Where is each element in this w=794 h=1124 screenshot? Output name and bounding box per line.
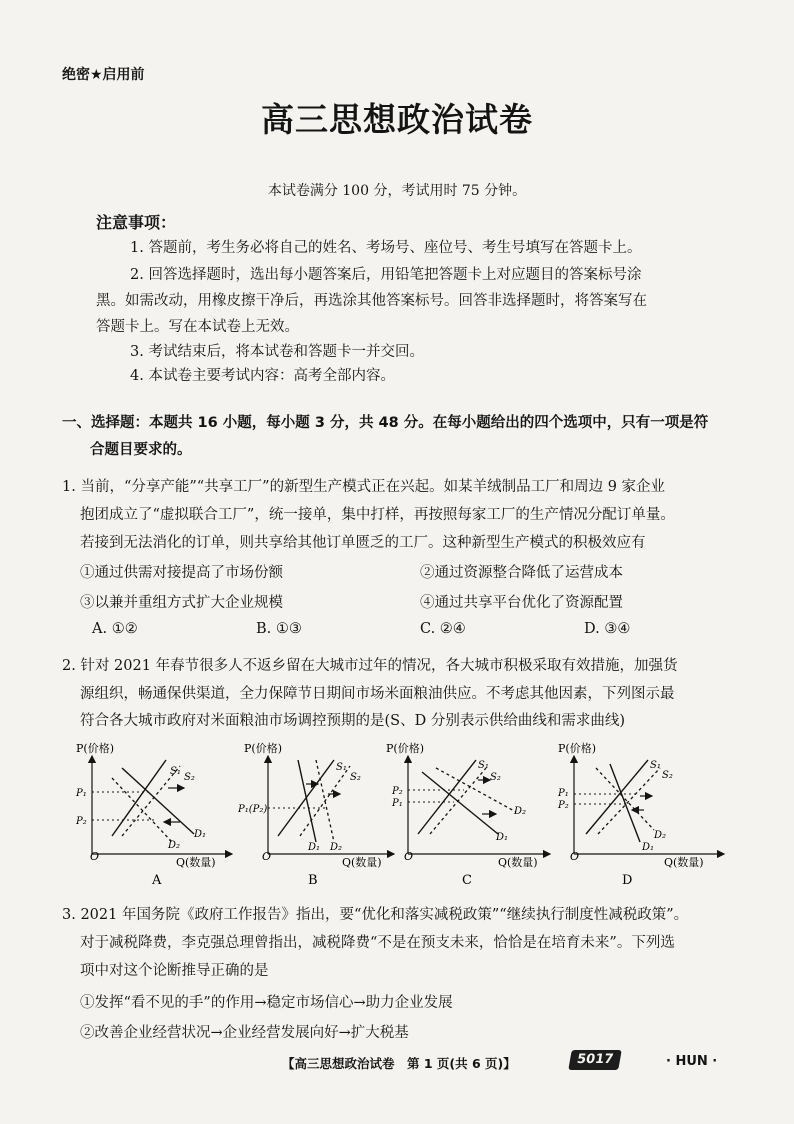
confidential-label: 绝密★启用前 (62, 67, 145, 83)
exam-code-badge: 5017 (568, 1050, 622, 1070)
q3-stem: 3. 2021 年国务院《政府工作报告》指出，要“优化和落实减税政策”“继续执行制度性减税政策”。 (62, 907, 689, 923)
price-label-lower: P₂ (558, 800, 569, 811)
x-axis-label: Q(数量) (664, 856, 704, 869)
q1-option-c: C. ②④ (420, 621, 466, 637)
price-label: P₁(P₂) (238, 804, 268, 815)
graph-b (238, 738, 398, 890)
section-heading-cont: 合题目要求的。 (90, 442, 192, 458)
graph-letter: D (622, 873, 633, 888)
graph-d (556, 738, 736, 890)
y-axis-label: P(价格) (244, 742, 282, 755)
origin-label: O (262, 850, 272, 863)
curve-s2: S₂ (490, 772, 501, 783)
page-title: 高三思想政治试卷 (261, 100, 533, 139)
graph-c (386, 738, 556, 890)
exam-info: 本试卷满分 100 分，考试用时 75 分钟。 (267, 183, 527, 199)
curve-d1: D₁ (496, 832, 509, 843)
curve-d2: D₂ (654, 830, 667, 841)
origin-label: O (90, 850, 100, 863)
x-axis-label: Q(数量) (176, 856, 216, 869)
notice-line: 3. 考试结束后，将本试卷和答题卡一并交回。 (130, 344, 424, 360)
notice-line: 4. 本试卷主要考试内容：高考全部内容。 (130, 368, 395, 384)
region-tag: · HUN · (666, 1054, 718, 1069)
q3-item-2: ②改善企业经营状况→企业经营发展向好→扩大税基 (80, 1025, 409, 1041)
curve-s1: S₁ (650, 760, 661, 771)
y-axis-label: P(价格) (386, 742, 424, 755)
q1-item-3: ③以兼并重组方式扩大企业规模 (80, 595, 283, 611)
q2-stem: 符合各大城市政府对米面粮油市场调控预期的是(S、D 分别表示供给曲线和需求曲线) (80, 713, 625, 729)
curve-s2: S₂ (662, 770, 673, 781)
curve-d1: D₁ (194, 829, 207, 840)
curve-s2: S₂ (184, 772, 195, 783)
graph-letter: B (308, 873, 318, 888)
page-footer: 【高三思想政治试卷 第 1 页(共 6 页)】 (282, 1056, 516, 1071)
price-label-upper: P₁ (76, 788, 87, 799)
curve-s1: S₁ (170, 766, 181, 777)
q1-option-d: D. ③④ (584, 621, 631, 637)
notice-line: 1. 答题前，考生务必将自己的姓名、考场号、座位号、考生号填写在答题卡上。 (130, 240, 642, 256)
notice-line: 2. 回答选择题时，选出每小题答案后，用铅笔把答题卡上对应题目的答案标号涂 (130, 267, 642, 283)
curve-d2: D₂ (330, 842, 343, 853)
q1-item-4: ④通过共享平台优化了资源配置 (420, 595, 623, 611)
price-label-upper: P₁ (558, 788, 569, 799)
notice-heading: 注意事项： (96, 213, 177, 232)
q1-item-2: ②通过资源整合降低了运营成本 (420, 565, 623, 581)
notice-line: 答题卡上。写在本试卷上无效。 (96, 319, 299, 335)
q1-stem: 若接到无法消化的订单，则共享给其他订单匮乏的工厂。这种新型生产模式的积极效应有 (80, 535, 646, 551)
price-label-lower: P₁ (392, 798, 403, 809)
q2-stem: 2. 针对 2021 年春节很多人不返乡留在大城市过年的情况，各大城市积极采取有效措施，加强货 (62, 658, 678, 674)
curve-d1: D₁ (308, 842, 321, 853)
price-label-lower: P₂ (76, 816, 87, 827)
q3-item-1: ①发挥“看不见的手”的作用→稳定市场信心→助力企业发展 (80, 995, 453, 1011)
x-axis-label: Q(数量) (498, 856, 538, 869)
q2-stem: 源组织，畅通保供渠道，全力保障节日期间市场米面粮油供应。不考虑其他因素，下列图示最 (80, 686, 675, 702)
graph-letter: C (462, 873, 472, 888)
q1-stem: 1. 当前，“分享产能”“共享工厂”的新型生产模式正在兴起。如某羊绒制品工厂和周边 9 家企业 (62, 479, 666, 495)
origin-label: O (570, 850, 580, 863)
graph-a (62, 738, 238, 890)
q1-option-a: A. ①② (92, 621, 138, 637)
curve-d1: D₁ (642, 842, 655, 853)
curve-d2: D₂ (168, 840, 181, 851)
graph-letter: A (152, 873, 162, 888)
section-heading: 一、选择题：本题共 16 小题，每小题 3 分，共 48 分。在每小题给出的四个选项中，只有一项是符 (62, 415, 709, 431)
notice-line: 黑。如需改动，用橡皮擦干净后，再选涂其他答案标号。回答非选择题时，将答案写在 (96, 293, 647, 309)
q1-item-1: ①通过供需对接提高了市场份额 (80, 565, 283, 581)
q3-stem: 对于减税降费，李克强总理曾指出，减税降费“不是在预支未来，恰恰是在培育未来”。下列选 (80, 935, 675, 951)
q1-stem: 抱团成立了“虚拟联合工厂”，统一接单，集中打样，再按照每家工厂的生产情况分配订单量。 (80, 507, 675, 523)
curve-s1: S₁ (478, 760, 489, 771)
q1-option-b: B. ①③ (256, 621, 302, 637)
y-axis-label: P(价格) (76, 742, 114, 755)
curve-s2: S₂ (350, 772, 361, 783)
q3-stem: 项中对这个论断推导正确的是 (80, 963, 269, 979)
x-axis-label: Q(数量) (342, 856, 382, 869)
y-axis-label: P(价格) (558, 742, 596, 755)
origin-label: O (404, 850, 414, 863)
curve-s1: S₁ (336, 762, 347, 773)
curve-d2: D₂ (514, 806, 527, 817)
price-label-upper: P₂ (392, 786, 403, 797)
